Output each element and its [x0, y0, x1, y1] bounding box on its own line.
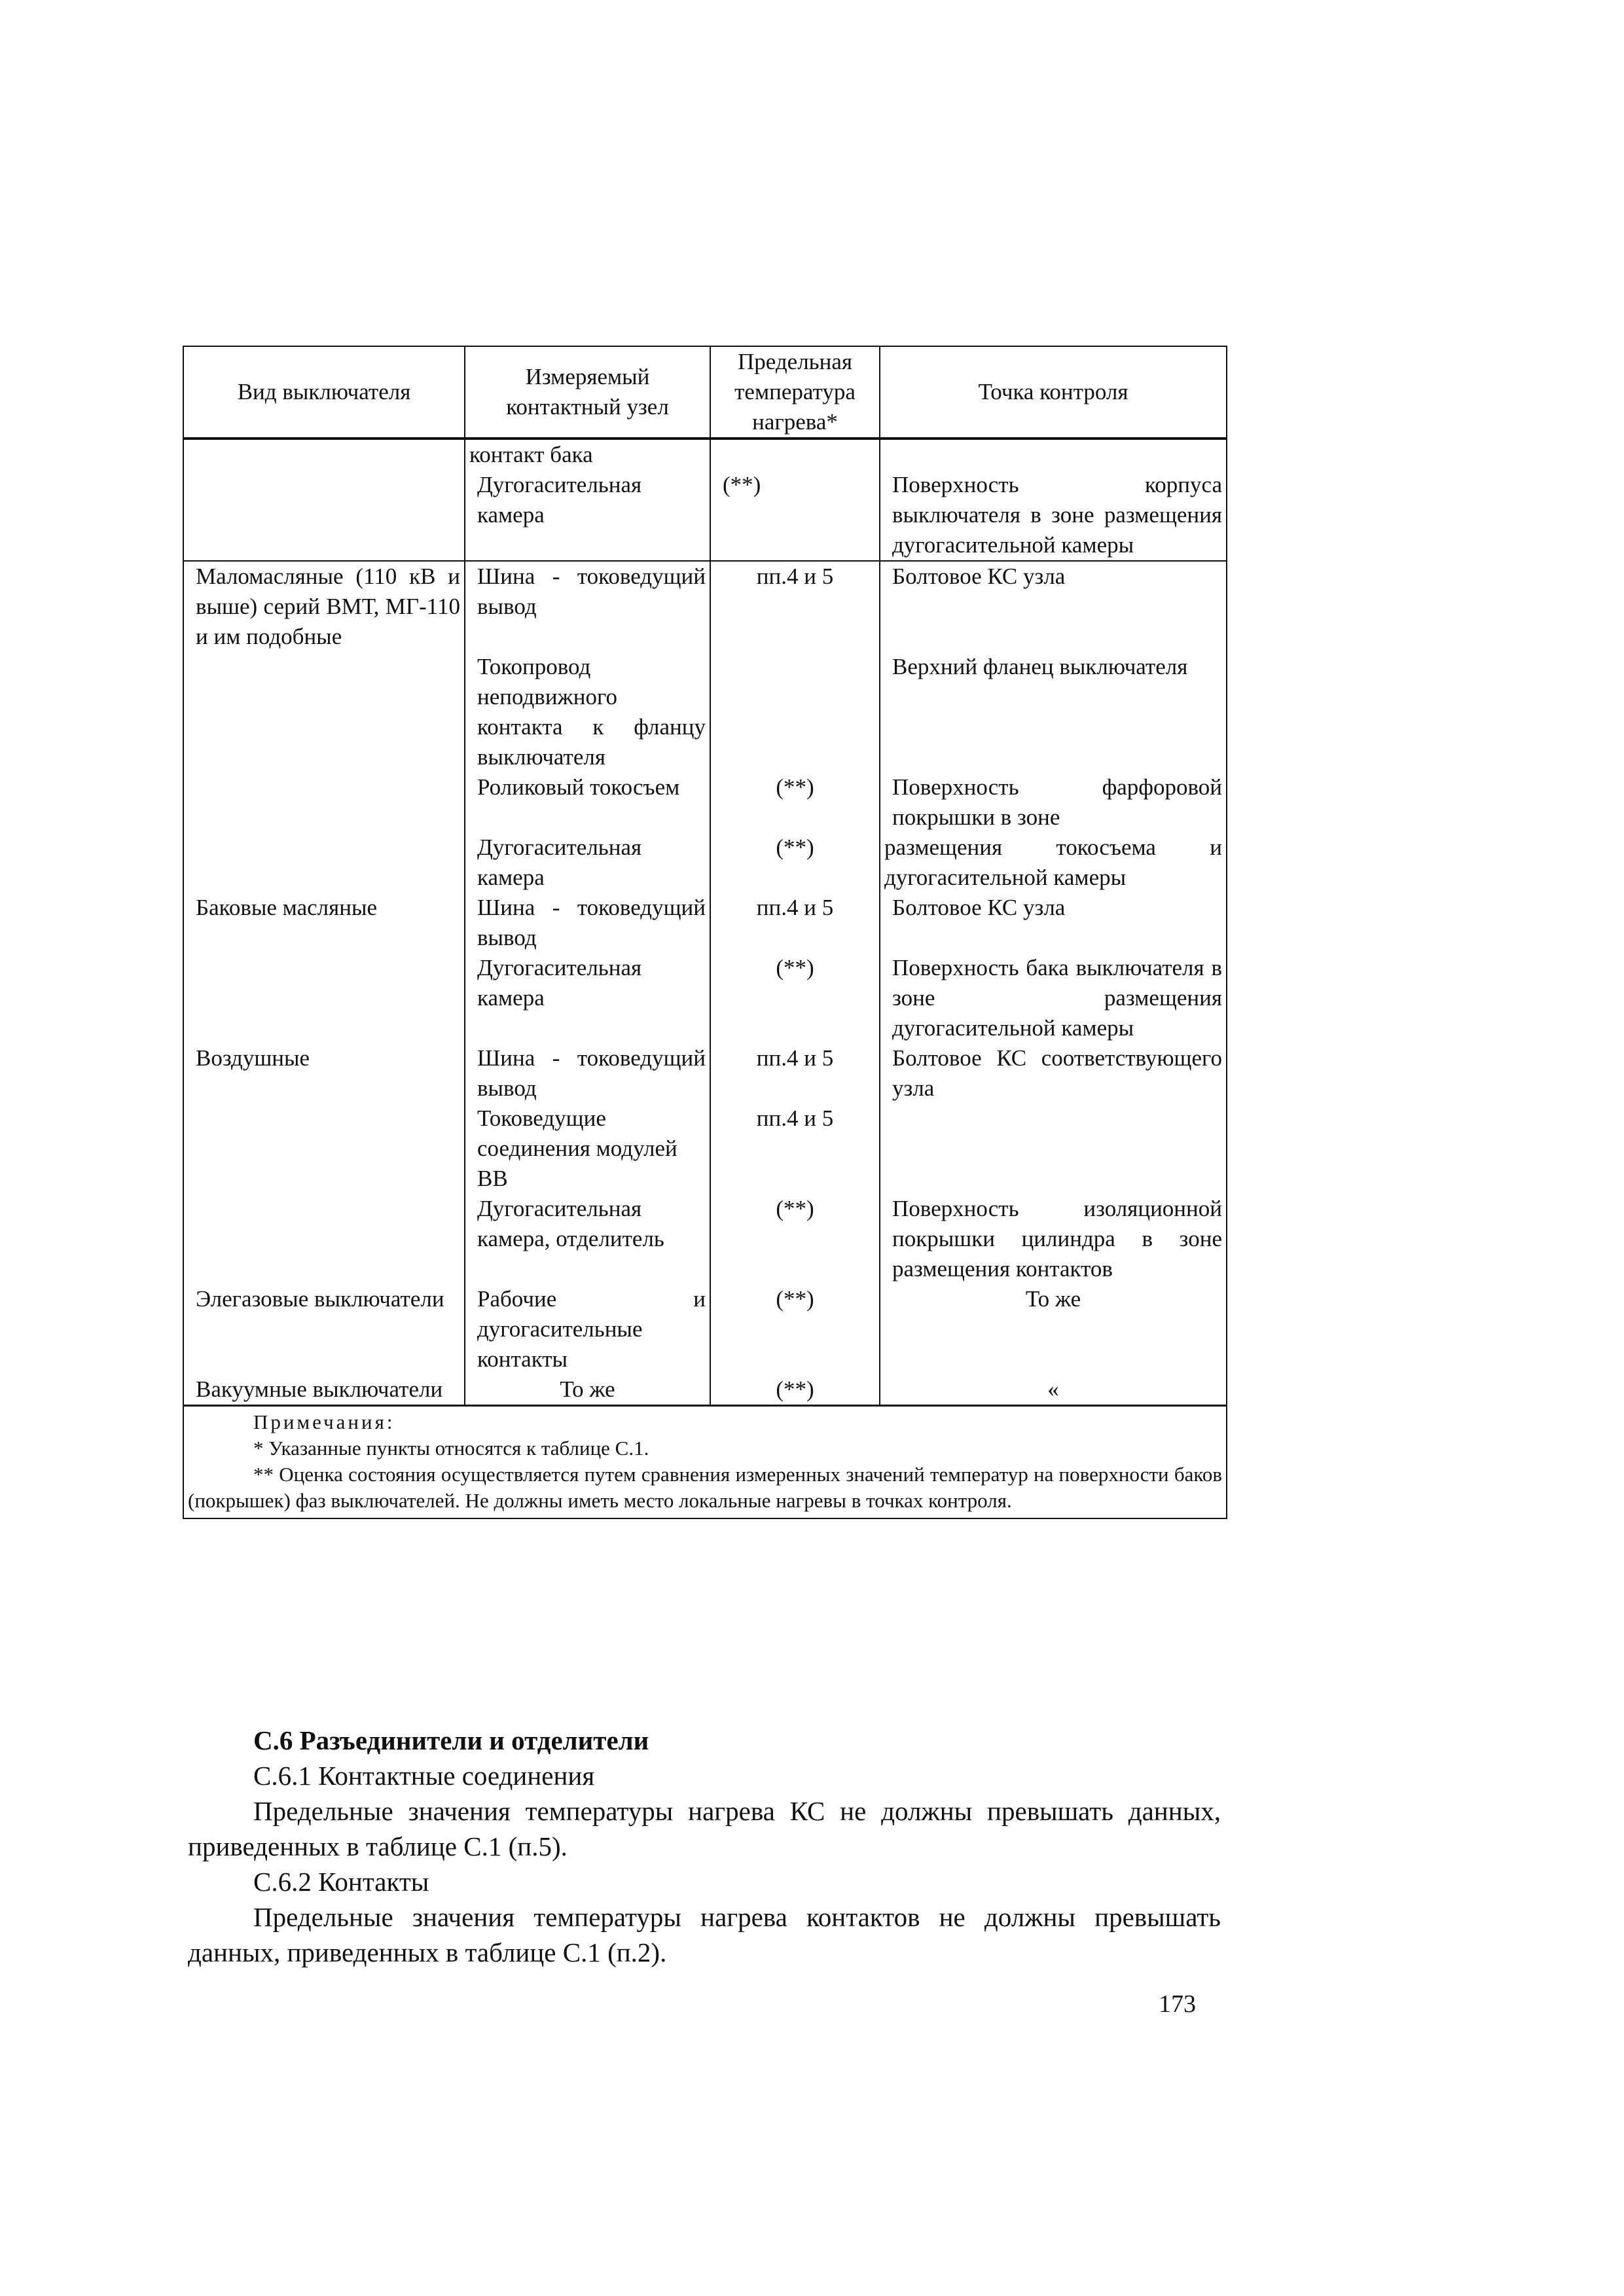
- cell-point: [880, 1103, 1227, 1194]
- cell-point: «: [880, 1374, 1227, 1406]
- cell-type: [183, 1103, 465, 1194]
- cell-point: Поверхность корпуса выключателя в зоне размещения дугогасительной камеры: [880, 470, 1227, 561]
- notes-title: Примечания:: [253, 1410, 395, 1433]
- cell-node: Токоведущие соединения модулей ВВ: [465, 1103, 710, 1194]
- table-row: [183, 561, 1227, 652]
- cell-point: размещения токосъема и дугогасительной камеры: [880, 833, 1227, 893]
- cell-point: Болтовое КС соответствующего узла: [880, 1043, 1227, 1103]
- table-row: [183, 1194, 1227, 1284]
- cell-temp: [710, 439, 880, 470]
- cell-temp: (**): [710, 1194, 880, 1284]
- cell-point: Болтовое КС узла: [880, 893, 1227, 953]
- cell-node: Токопровод неподвижного контакта к фланцу выключателя: [465, 652, 710, 772]
- cell-temp: (**): [710, 1284, 880, 1374]
- header-contact-node: Измеряемый контактный узел: [465, 346, 710, 439]
- cell-node: Дугогасительная камера: [465, 833, 710, 893]
- cell-type: [183, 470, 465, 561]
- header-max-temperature: Предельная температура нагрева*: [710, 346, 880, 439]
- note-1: * Указанные пункты относятся к таблице С.1.: [253, 1437, 649, 1460]
- cell-temp: пп.4 и 5: [710, 561, 880, 652]
- cell-type: Элегазовые выключатели: [183, 1284, 465, 1374]
- cell-node: То же: [465, 1374, 710, 1406]
- cell-node: Рабочие и дугогасительные контакты: [465, 1284, 710, 1374]
- page-number: 173: [1159, 1990, 1196, 2018]
- section-heading: С.6 Разъединители и отделители: [253, 1725, 649, 1755]
- cell-type: Маломасляные (110 кВ и выше) серий ВМТ, МГ-110 и им подобные: [183, 561, 465, 652]
- cell-point: То же: [880, 1284, 1227, 1374]
- cell-type: [183, 953, 465, 1043]
- table-row: [183, 1284, 1227, 1374]
- table-notes: [183, 1406, 1227, 1519]
- cell-temp: пп.4 и 5: [710, 1043, 880, 1103]
- cell-node: Шина - токоведущий вывод: [465, 893, 710, 953]
- table-row: [183, 1103, 1227, 1194]
- header-control-point: Точка контроля: [880, 346, 1227, 439]
- cell-point: [880, 439, 1227, 470]
- table-row: [183, 772, 1227, 833]
- table-row: [183, 833, 1227, 893]
- breaker-temperature-table: [183, 346, 1227, 1519]
- table-row: [183, 652, 1227, 772]
- cell-node: Дугогасительная камера: [465, 953, 710, 1043]
- cell-temp: [710, 652, 880, 772]
- paragraph-1: Предельные значения температуры нагрева КС не должны превышать данных, приведенных в таблице С.1 (п.5).: [188, 1796, 1221, 1861]
- cell-node: контакт бака: [465, 439, 710, 470]
- cell-type: [183, 772, 465, 833]
- cell-node: Шина - токоведущий вывод: [465, 561, 710, 652]
- table-row: [183, 893, 1227, 953]
- cell-temp: (**): [710, 833, 880, 893]
- cell-node: Дугогасительная камера, отделитель: [465, 1194, 710, 1284]
- table-header-row: [183, 346, 1227, 439]
- cell-type: [183, 833, 465, 893]
- subsection-1-title: С.6.1 Контактные соединения: [253, 1761, 595, 1791]
- table-row: [183, 953, 1227, 1043]
- cell-type: [183, 1194, 465, 1284]
- cell-temp: пп.4 и 5: [710, 893, 880, 953]
- subsection-2-title: С.6.2 Контакты: [253, 1867, 429, 1897]
- cell-type: [183, 439, 465, 470]
- cell-point: Верхний фланец выключателя: [880, 652, 1227, 772]
- cell-point: Поверхность бака выключателя в зоне размещения дугогасительной камеры: [880, 953, 1227, 1043]
- cell-type: Воздушные: [183, 1043, 465, 1103]
- cell-node: Дугогасительная камера: [465, 470, 710, 561]
- cell-node: Роликовый токосъем: [465, 772, 710, 833]
- cell-type: [183, 652, 465, 772]
- cell-temp: (**): [710, 470, 880, 561]
- header-breaker-type: Вид выключателя: [183, 346, 465, 439]
- table-row: [183, 439, 1227, 470]
- note-2: ** Оценка состояния осуществляется путем сравнения измеренных значений температур на поверхности баков (покрышек) фаз выключателей. Не должны иметь место локальные нагревы в точках контроля.: [188, 1463, 1222, 1512]
- table-row: [183, 470, 1227, 561]
- cell-point: Болтовое КС узла: [880, 561, 1227, 652]
- cell-point: Поверхность фарфоровой покрышки в зоне: [880, 772, 1227, 833]
- cell-temp: (**): [710, 772, 880, 833]
- table-row: [183, 1374, 1227, 1406]
- cell-temp: пп.4 и 5: [710, 1103, 880, 1194]
- cell-type: Баковые масляные: [183, 893, 465, 953]
- table-notes-row: [183, 1406, 1227, 1519]
- cell-temp: (**): [710, 1374, 880, 1406]
- cell-type: Вакуумные выключатели: [183, 1374, 465, 1406]
- cell-temp: (**): [710, 953, 880, 1043]
- cell-node: Шина - токоведущий вывод: [465, 1043, 710, 1103]
- paragraph-2: Предельные значения температуры нагрева контактов не должны превышать данных, приведенных в таблице С.1 (п.2).: [188, 1902, 1221, 1967]
- cell-point: Поверхность изоляционной покрышки цилиндра в зоне размещения контактов: [880, 1194, 1227, 1284]
- table-row: [183, 1043, 1227, 1103]
